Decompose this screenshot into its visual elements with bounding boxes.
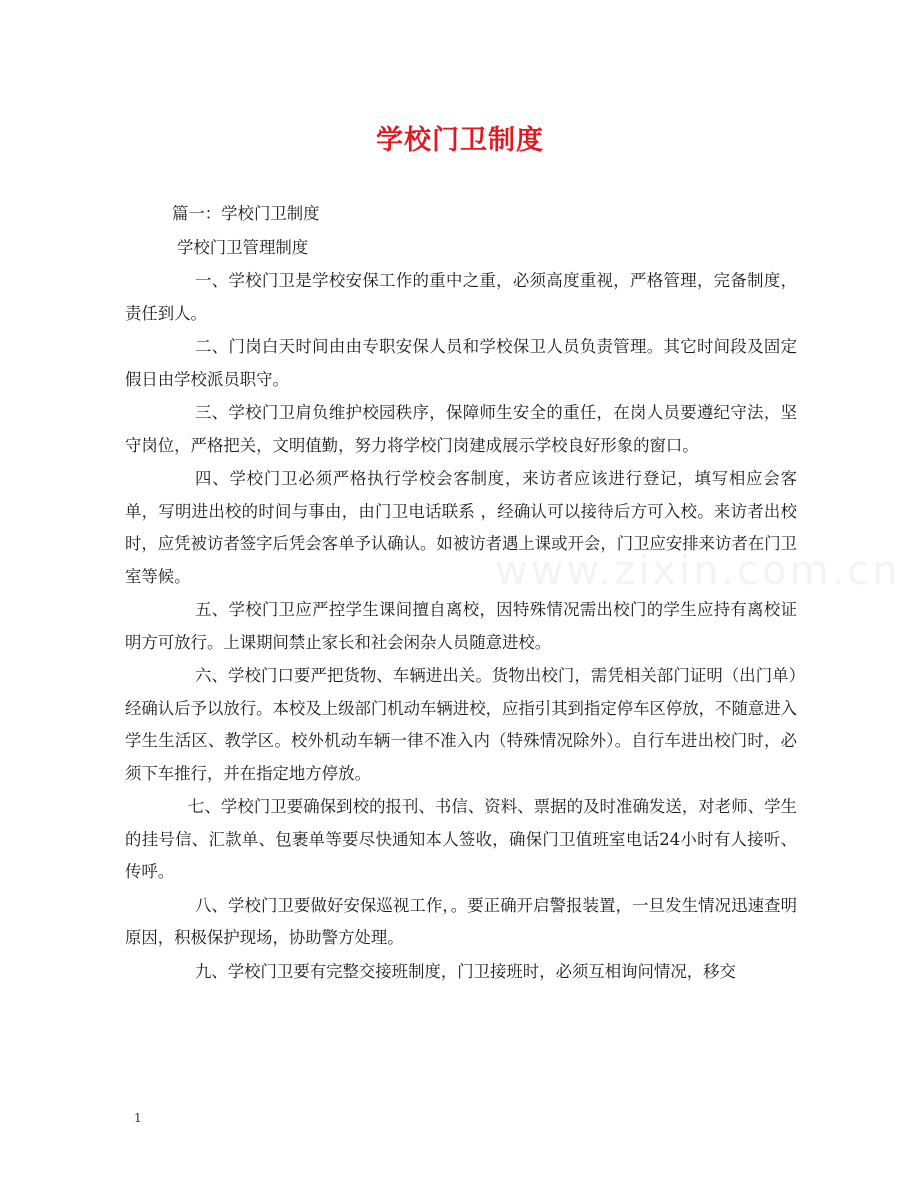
section-heading: 篇一：学校门卫制度 — [172, 204, 320, 223]
document-title: 学校门卫制度 — [376, 125, 544, 156]
page-number: 1 — [134, 1111, 142, 1125]
paragraph-6: 六、学校门口要严把货物、车辆进出关。货物出校门，需凭相关部门证明（出门单）经确认后予以放行。本校及上级部门机动车辆进校，应指引其到指定停车区停放，不随意进入学生生活区、教学区。校外机动车辆一律不准入内（特殊情况除外）。自行车进出校门时，必须下车推行，并在指定地方停放。 — [125, 666, 798, 783]
paragraph-3: 三、学校门卫肩负维护校园秩序，保障师生安全的重任，在岗人员要遵纪守法，坚守岗位，严格把关，文明值勤，努力将学校门岗建成展示学校良好形象的窗口。 — [125, 403, 797, 455]
paragraph-5: 五、学校门卫应严控学生课间擅自离校，因特殊情况需出校门的学生应持有离校证明方可放行。上课期间禁止家长和社会闲杂人员随意进校。 — [125, 600, 797, 652]
paragraph-7: 七、学校门卫要确保到校的报刊、书信、资料、票据的及时准确发送，对老师、学生的挂号信、汇款单、包裹单等要尽快通知本人签收，确保门卫值班室电话24小时有人接听、传呼。 — [125, 797, 797, 881]
paragraph-8: 八、学校门卫要做好安保巡视工作，。要正确开启警报装置，一旦发生情况迅速查明原因，积极保护现场，协助警方处理。 — [125, 895, 797, 947]
paragraph-1: 一、学校门卫是学校安保工作的重中之重，必须高度重视，严格管理，完备制度，责任到人。 — [125, 271, 797, 323]
document-body — [125, 198, 797, 989]
subsection-heading: 学校门卫管理制度 — [177, 237, 309, 257]
paragraph-4: 四、学校门卫必须严格执行学校会客制度，来访者应该进行登记，填写相应会客单，写明进出校的时间与事由，由门卫电话联系 ，经确认可以接待后方可入校。来访者出校时，应凭被访者签字后凭会客单予认确认。如被访者遇上课或开会，门卫应安排来访者在门卫室等候。 — [125, 469, 798, 586]
paragraph-2: 二、门岗白天时间由由专职安保人员和学校保卫人员负责管理。其它时间段及固定假日由学校派员职守。 — [125, 337, 797, 389]
paragraph-9: 九、学校门卫要有完整交接班制度，门卫接班时，必须互相询问情况，移交 — [195, 961, 736, 981]
